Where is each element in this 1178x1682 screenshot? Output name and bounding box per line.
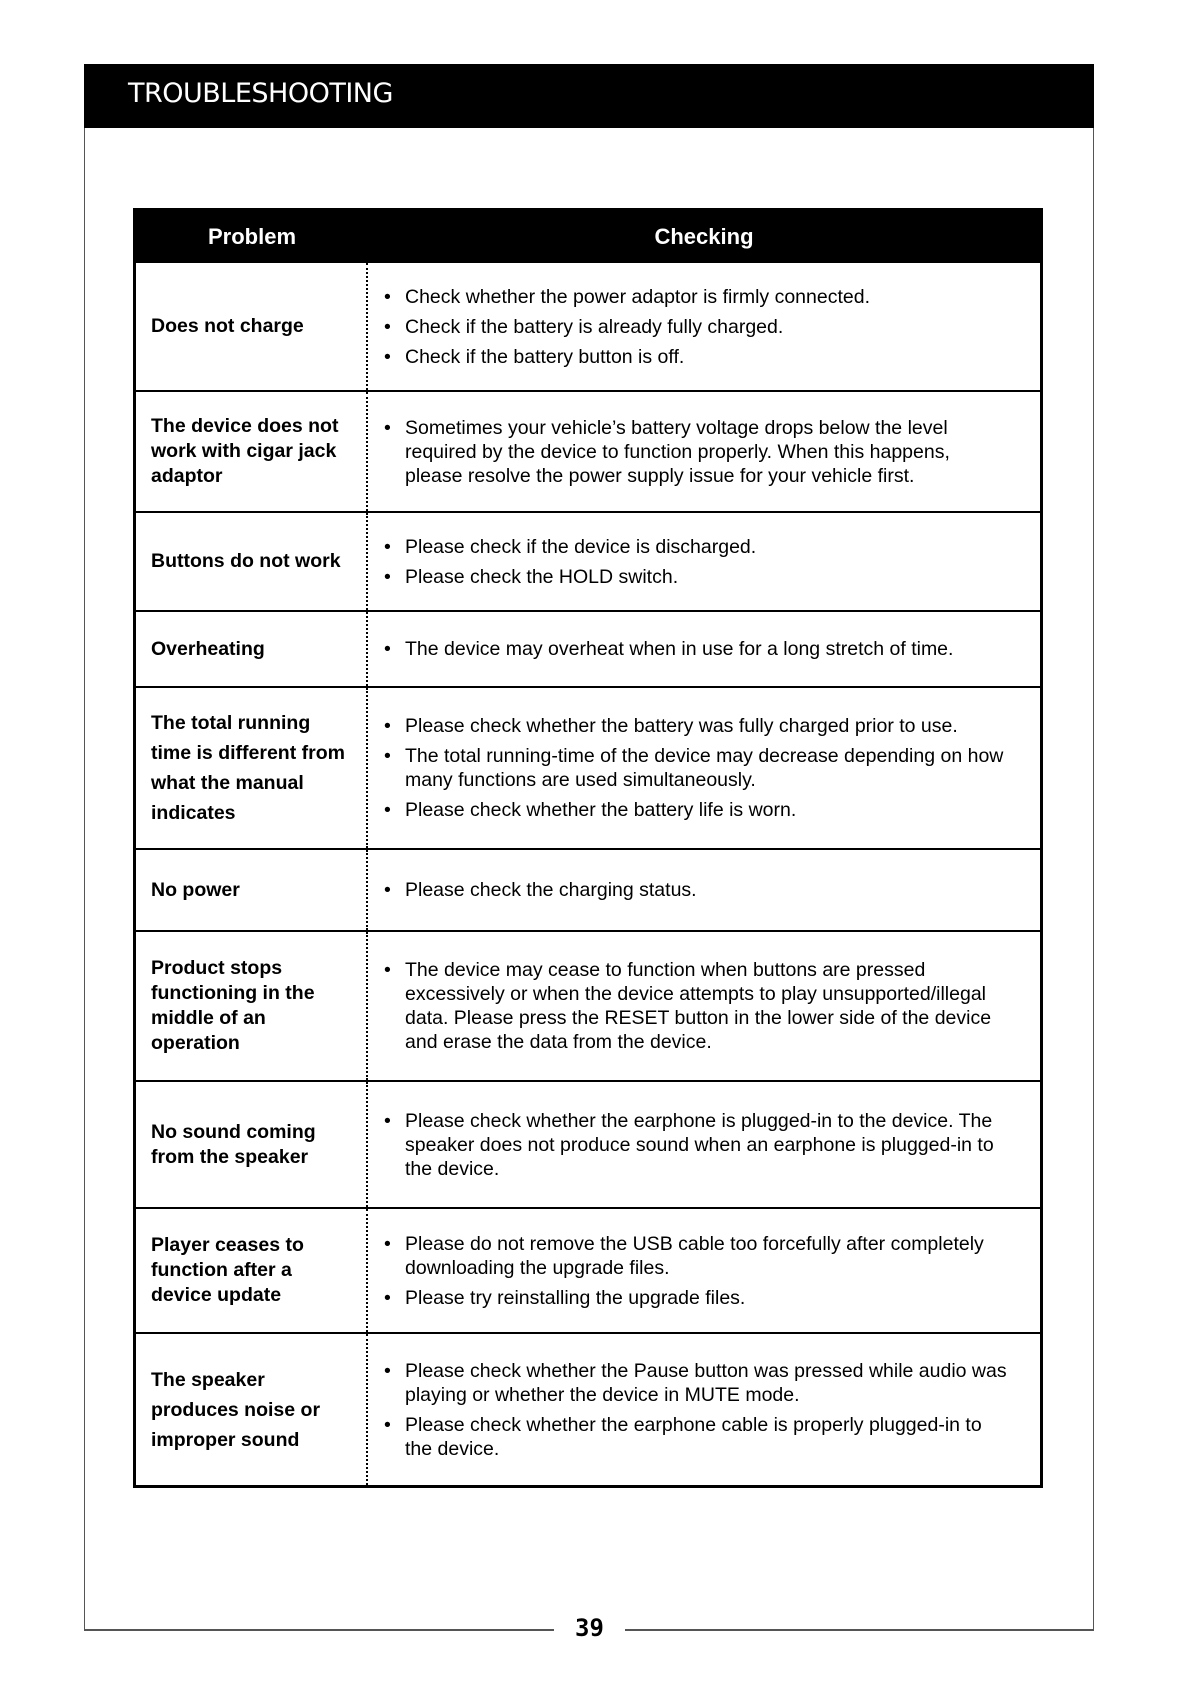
check-item [384,416,1010,488]
checking-cell [368,1334,1040,1485]
check-item [384,345,1010,369]
bullet-icon: • [384,1109,391,1132]
check-text: Check whether the power adaptor is firmly connected. [405,285,870,308]
check-text: Please check whether the earphone cable is properly plugged-in to the device. [405,1413,982,1460]
bullet-icon: • [384,1359,391,1382]
bullet-icon: • [384,416,391,439]
problem-cell: The device does not work with cigar jack adaptor [136,392,368,511]
check-item [384,1359,1010,1407]
problem-cell: The total running time is different from what the manual indicates [136,688,368,848]
check-item [384,565,1010,589]
bullet-icon: • [384,565,391,588]
check-item [384,535,1010,559]
section-title: TROUBLESHOOTING [128,78,393,109]
problem-cell: Player ceases to function after a device update [136,1209,368,1332]
bullet-icon: • [384,315,391,338]
checking-cell [368,1209,1040,1332]
table-row [136,263,1040,390]
checking-cell [368,263,1040,390]
check-text: The device may overheat when in use for a long stretch of time. [405,638,954,660]
table-row [136,686,1040,848]
check-item [384,714,1010,738]
check-item [384,285,1010,309]
column-header-checking: Checking [654,224,754,249]
check-item [384,878,1010,902]
check-text: The total running-time of the device may decrease depending on how many functions are used simultaneously. [405,745,1004,791]
problem-cell: Product stops functioning in the middle of an operation [136,932,368,1080]
checking-cell [368,612,1040,686]
check-text: Please try reinstalling the upgrade files. [405,1286,746,1309]
bullet-icon: • [384,799,391,821]
table-row [136,930,1040,1080]
check-text: Please check whether the earphone is plugged-in to the device. The speaker does not produce sound when an earphone is plugged-in to the device. [405,1109,994,1180]
table-row [136,1207,1040,1332]
check-item [384,315,1010,339]
bullet-icon: • [384,1413,391,1436]
bullet-icon: • [384,879,391,901]
problem-cell: The speaker produces noise or improper sound [136,1334,368,1485]
problem-cell: Overheating [136,612,368,686]
check-text: Please check whether the battery was fully charged prior to use. [405,715,958,737]
page-number: 39 [575,1614,604,1642]
checking-cell [368,688,1040,848]
check-item [384,798,1010,822]
checking-cell [368,932,1040,1080]
check-item [384,1232,1010,1280]
check-item [384,1413,1010,1461]
check-text: Sometimes your vehicle’s battery voltage drops below the level required by the device to function properly. When this happens, please resolve the power supply issue for your vehicle first. [405,416,950,487]
bullet-icon: • [384,745,391,767]
checking-cell [368,1082,1040,1207]
check-text: Please check whether the Pause button was pressed while audio was playing or whether the device in MUTE mode. [405,1359,1007,1406]
table-body [136,263,1040,1485]
checking-cell [368,850,1040,930]
check-item [384,958,1010,1054]
bullet-icon: • [384,285,391,308]
bullet-icon: • [384,1286,391,1309]
column-header-problem: Problem [207,224,297,249]
footer-rule-right [625,1629,1094,1631]
troubleshooting-table [133,208,1043,1488]
problem-cell: No power [136,850,368,930]
check-item [384,1109,1010,1181]
check-text: Check if the battery is already fully charged. [405,315,784,338]
bullet-icon: • [384,959,391,981]
problem-cell: Does not charge [136,263,368,390]
check-text: The device may cease to function when buttons are pressed excessively or when the device attempts to play unsupported/illegal data. Please press the RESET button in the lower side of the device and erase the data from the device. [405,959,992,1053]
problem-cell: No sound coming from the speaker [136,1082,368,1207]
section-header [84,64,1094,128]
bullet-icon: • [384,535,391,558]
table-row [136,511,1040,610]
checking-cell [368,392,1040,511]
checking-cell [368,513,1040,610]
problem-cell: Buttons do not work [136,513,368,610]
check-item [384,637,1010,661]
table-row [136,1080,1040,1207]
check-item [384,744,1010,792]
footer-rule-left [84,1629,554,1631]
check-text: Please check the charging status. [405,879,697,901]
table-header [136,211,1040,263]
check-text: Please check whether the battery life is worn. [405,799,797,821]
bullet-icon: • [384,638,391,660]
table-row [136,848,1040,930]
bullet-icon: • [384,715,391,737]
bullet-icon: • [384,345,391,368]
check-text: Please do not remove the USB cable too forcefully after completely downloading the upgrade files. [405,1232,984,1279]
check-text: Please check the HOLD switch. [405,565,679,588]
bullet-icon: • [384,1232,391,1255]
check-text: Check if the battery button is off. [405,345,685,368]
table-row [136,610,1040,686]
check-item [384,1286,1010,1310]
table-row [136,390,1040,511]
check-text: Please check if the device is discharged. [405,535,757,558]
table-row [136,1332,1040,1485]
